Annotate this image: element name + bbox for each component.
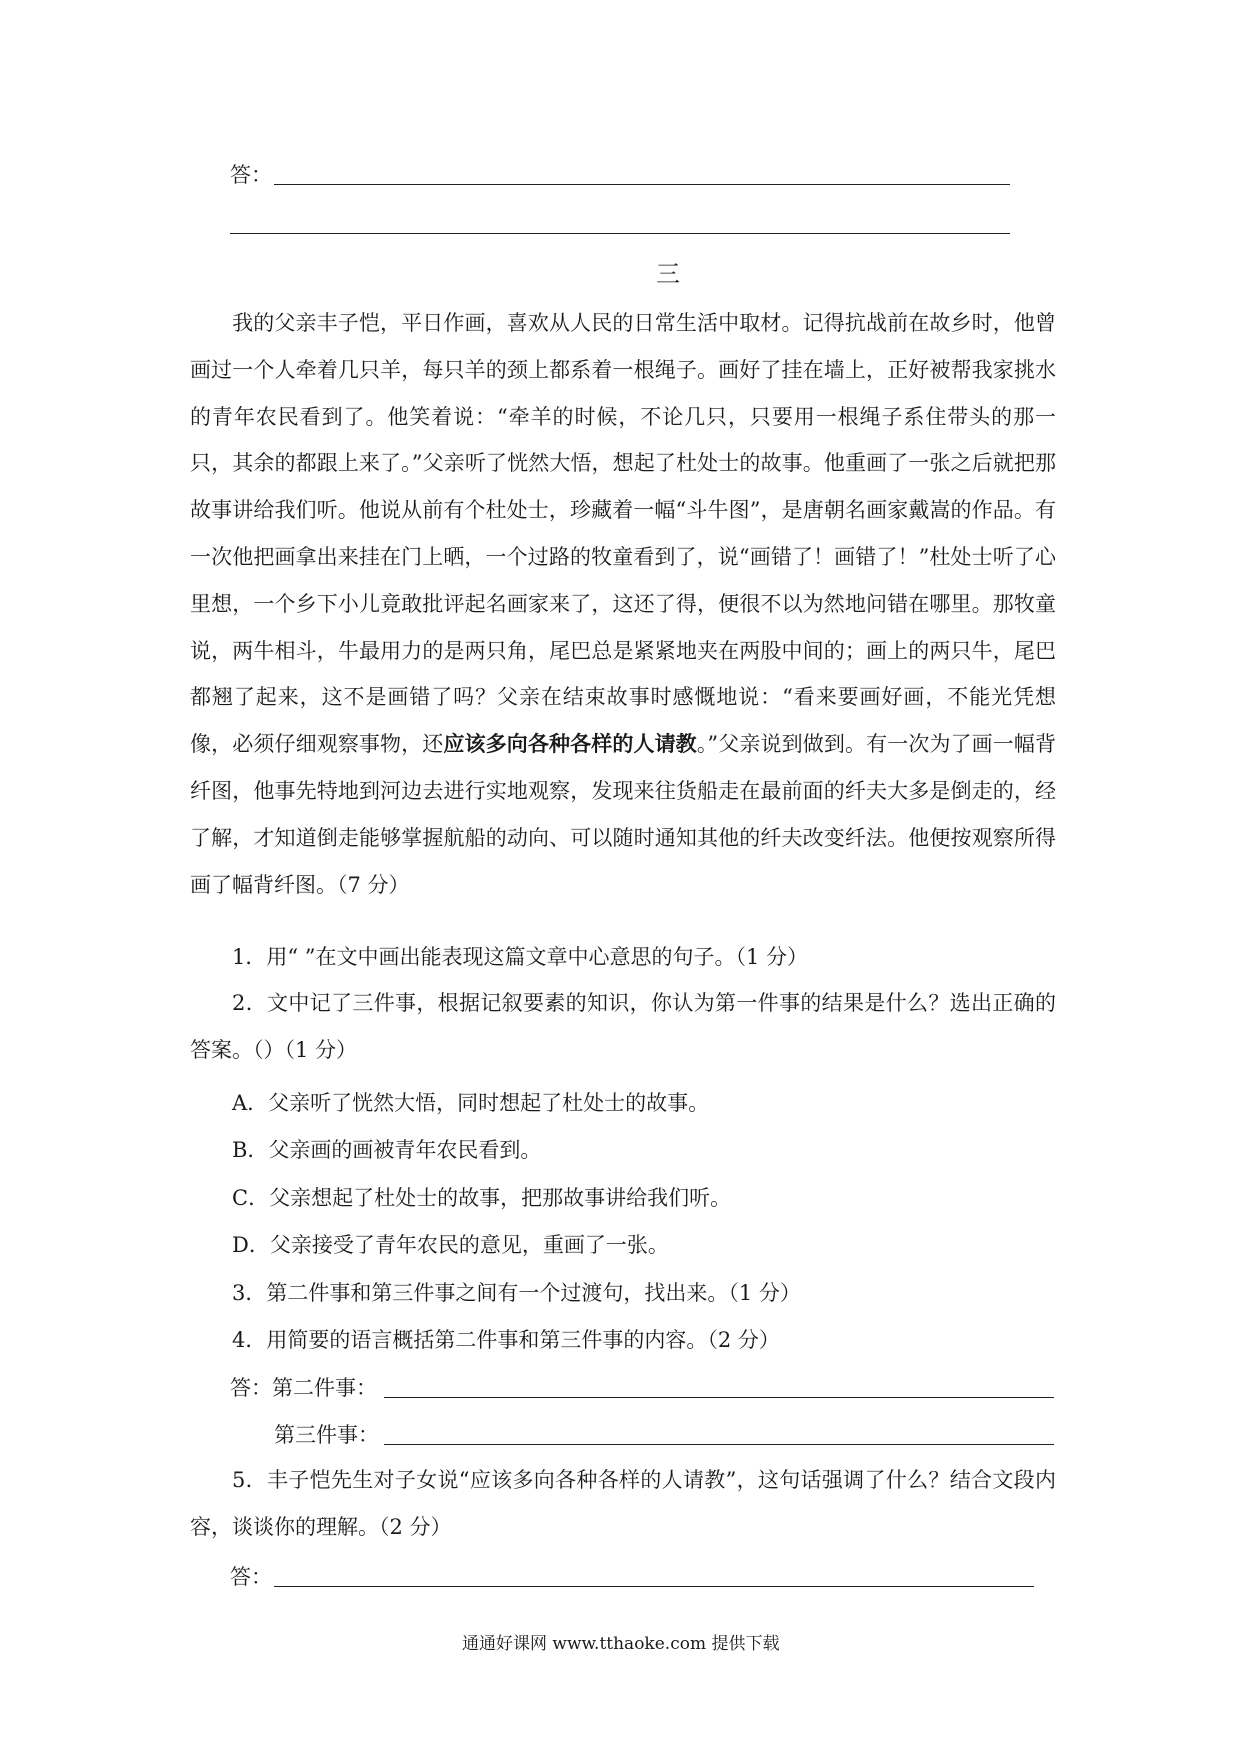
passage-text-after: 。”父亲说到做到。有一次为了画一幅背纤图，他事先特地到河边去进行实地观察，发现来往货船走在最前面的纤夫大多是倒走的，经了解，才知道倒走能够掌握航船的动向、可以随时通知其他的纤夫改变纤法。他便按观察所得画了幅背纤图。（7 分）: [190, 732, 1057, 897]
question-1: 1．用“ ”在文中画出能表现这篇文章中心意思的句子。（1 分）: [232, 945, 809, 969]
q5-answer-label: 答：: [230, 1565, 272, 1589]
question-3: 3．第二件事和第三件事之间有一个过渡句，找出来。（1 分）: [232, 1281, 801, 1305]
q4-answer-line-1[interactable]: [384, 1397, 1054, 1398]
q4-answer-label-2: 第三件事：: [274, 1423, 379, 1447]
question-4: 4．用简要的语言概括第二件事和第三件事的内容。（2 分）: [232, 1328, 780, 1352]
top-answer-label: 答：: [230, 163, 272, 187]
question-5-text: 5．丰子恺先生对子女说“应该多向各种各样的人请教”，这句话强调了什么？结合文段内容，谈谈你的理解。（2 分）: [190, 1468, 1056, 1539]
q4-answer-label-1: 答：第二件事：: [230, 1376, 377, 1400]
option-a[interactable]: A．父亲听了恍然大悟，同时想起了杜处士的故事。: [232, 1091, 710, 1115]
passage-key-sentence: 应该多向各种各样的人请教: [443, 731, 697, 757]
question-2: [190, 980, 1056, 1074]
top-answer-line-1[interactable]: [274, 184, 1010, 185]
footer-source: 通通好课网 www.tthaoke.com 提供下载: [462, 1634, 780, 1654]
top-answer-line-2[interactable]: [230, 233, 1010, 234]
q5-answer-line[interactable]: [274, 1586, 1034, 1587]
reading-passage: [190, 300, 1056, 908]
option-d[interactable]: D．父亲接受了青年农民的意见，重画了一张。: [232, 1233, 669, 1257]
question-5: [190, 1457, 1056, 1551]
option-b[interactable]: B．父亲画的画被青年农民看到。: [232, 1138, 542, 1162]
option-c[interactable]: C．父亲想起了杜处士的故事，把那故事讲给我们听。: [232, 1186, 732, 1210]
question-2-text: 2．文中记了三件事，根据记叙要素的知识，你认为第一件事的结果是什么？选出正确的答案。（）（1 分）: [190, 991, 1056, 1062]
q4-answer-line-2[interactable]: [384, 1444, 1054, 1445]
passage-text-before: 我的父亲丰子恺，平日作画，喜欢从人民的日常生活中取材。记得抗战前在故乡时，他曾画过一个人牵着几只羊，每只羊的颈上都系着一根绳子。画好了挂在墙上，正好被帮我家挑水的青年农民看到了。他笑着说：“牵羊的时候，不论几只，只要用一根绳子系住带头的那一只，其余的都跟上来了。”父亲听了恍然大悟，想起了杜处士的故事。他重画了一张之后就把那故事讲给我们听。他说从前有个杜处士，珍藏着一幅“斗牛图”，是唐朝名画家戴嵩的作品。有一次他把画拿出来挂在门上晒，一个过路的牧童看到了，说“画错了！画错了！”杜处士听了心里想，一个乡下小儿竟敢批评起名画家来了，这还了得，便很不以为然地问错在哪里。那牧童说，两牛相斗，牛最用力的是两只角，尾巴总是紧紧地夹在两股中间的；画上的两只牛，尾巴都翘了起来，这不是画错了吗？父亲在结束故事时感慨地说：“看来要画好画，不能光凭想像，必须仔细观察事物，还: [190, 311, 1056, 757]
section-number: 三: [656, 260, 680, 288]
